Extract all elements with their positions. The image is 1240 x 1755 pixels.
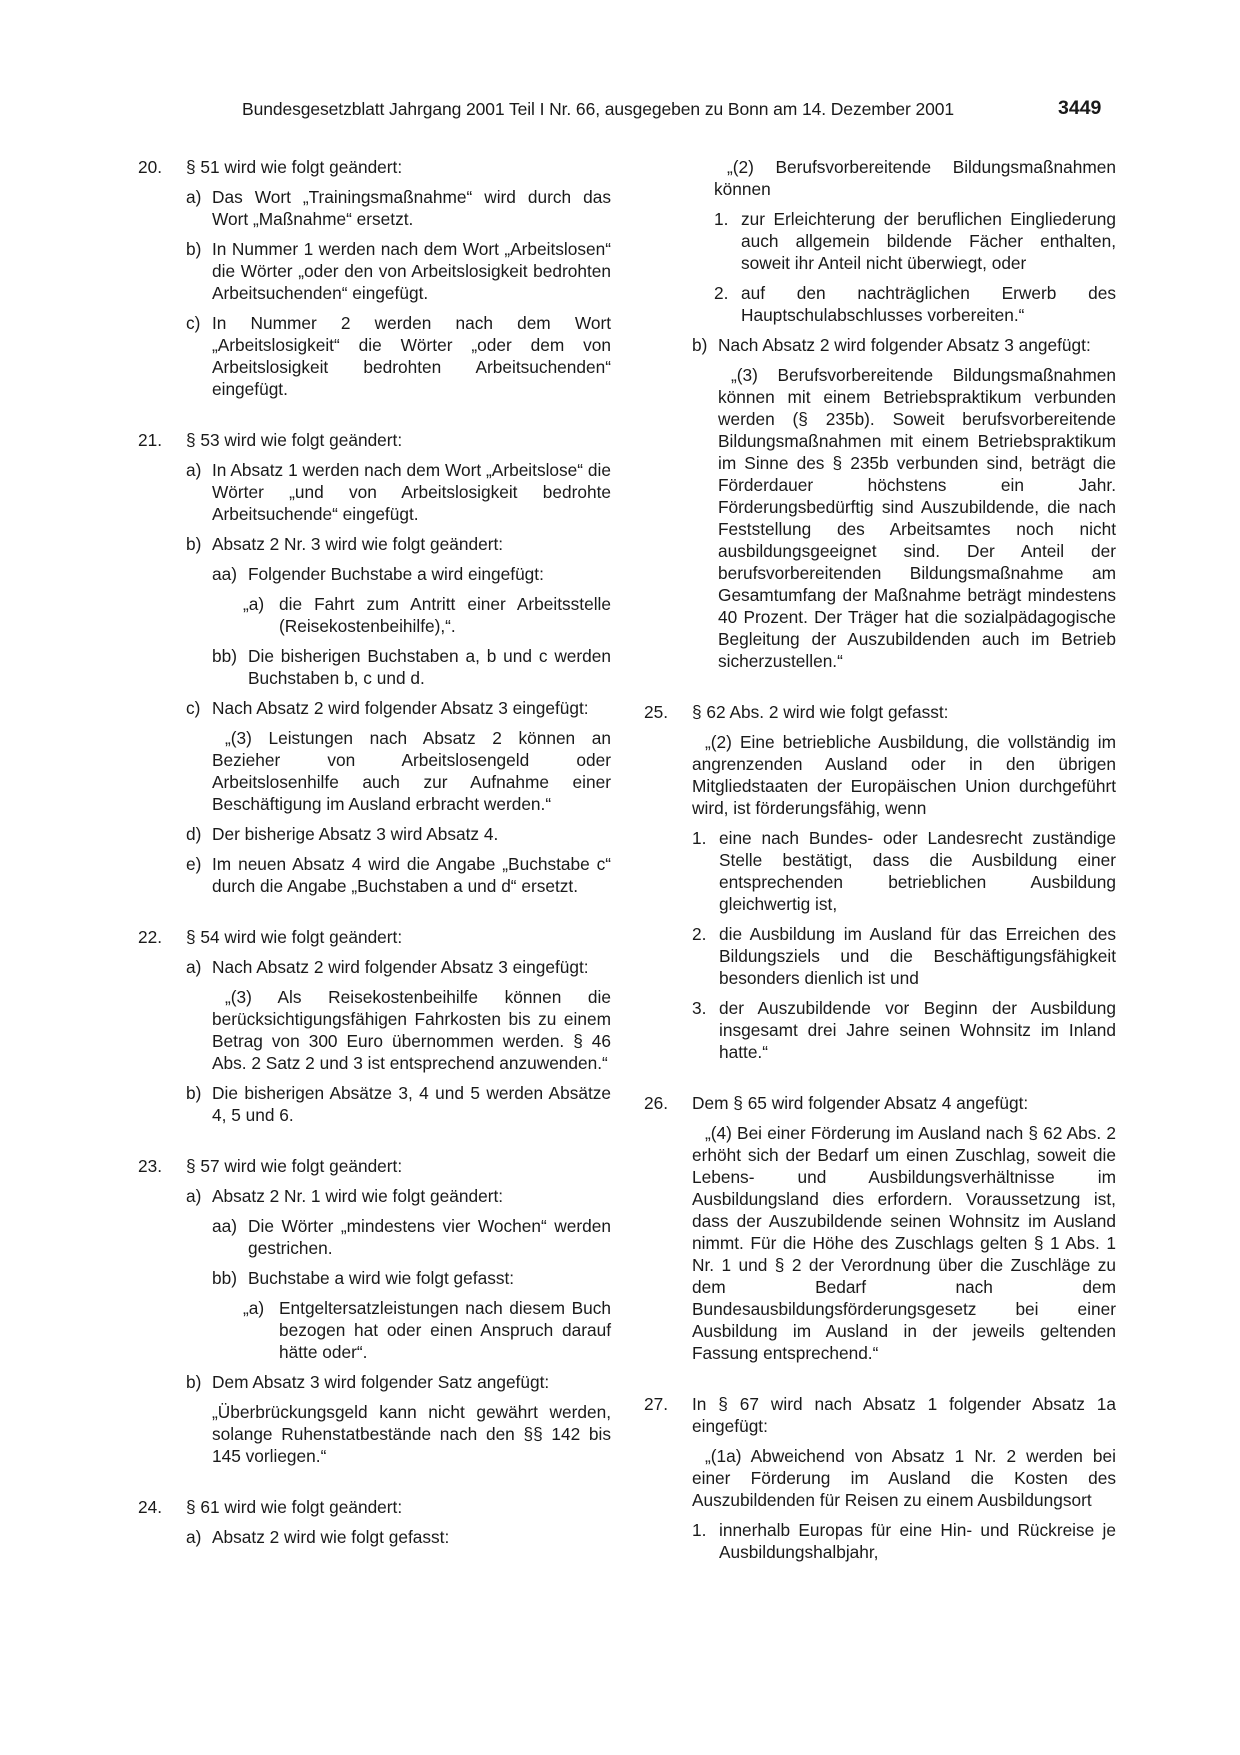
- quoted-paragraph: „(2) Berufsvorbereitende Bildungsmaßnahmen können: [714, 157, 1116, 199]
- sub-sub-text: Die Wörter „mindestens vier Wochen“ werden gestrichen.: [248, 1216, 611, 1258]
- sub-letter: e): [186, 854, 202, 874]
- quoted-paragraph: „Überbrückungsgeld kann nicht gewährt werden, solange Ruhenstatbestände nach den §§ 142 bis 145 vorliegen.“: [212, 1402, 611, 1466]
- sub-item-a: [186, 956, 611, 1074]
- sub-text: Das Wort „Trainingsmaßnahme“ wird durch das Wort „Maßnahme“ ersetzt.: [212, 187, 611, 229]
- sub-text: Nach Absatz 2 wird folgender Absatz 3 eingefügt:: [212, 698, 589, 718]
- sub-letter: c): [186, 313, 201, 333]
- item-heading: § 53 wird wie folgt geändert:: [186, 430, 403, 450]
- enum-text: eine nach Bundes- oder Landesrecht zuständige Stelle bestätigt, dass die Ausbildung einer entsprechenden betrieblichen Ausbildung gleichwertig ist,: [719, 828, 1116, 914]
- item-27: [644, 1393, 1116, 1563]
- sub-text: Nach Absatz 2 wird folgender Absatz 3 eingefügt:: [212, 957, 589, 977]
- sub-item-b: [186, 533, 611, 689]
- sub-text: Im neuen Absatz 4 wird die Angabe „Buchstabe c“ durch die Angabe „Buchstaben a und d“ ersetzt.: [212, 854, 611, 896]
- enum-text: die Ausbildung im Ausland für das Erreichen des Bildungsziels und die Beschäftigungsfähigkeit besonders dienlich ist und: [719, 924, 1116, 988]
- sub-letter: d): [186, 824, 202, 844]
- sub-item-d: [186, 823, 611, 845]
- sub-sub-text: Folgender Buchstabe a wird eingefügt:: [248, 564, 544, 584]
- quoted-enum-3: [692, 997, 1116, 1063]
- sub-letter: a): [186, 187, 202, 207]
- sub-item-e: [186, 853, 611, 897]
- item-20: [138, 156, 611, 400]
- item-heading: § 51 wird wie folgt geändert:: [186, 157, 403, 177]
- item-26: [644, 1092, 1116, 1364]
- sub-sub-text: Die bisherigen Buchstaben a, b und c werden Buchstaben b, c und d.: [248, 646, 611, 688]
- item-heading: § 57 wird wie folgt geändert:: [186, 1156, 403, 1176]
- sub-letter: b): [692, 335, 708, 355]
- enum-number: 3.: [692, 998, 707, 1018]
- enum-text: zur Erleichterung der beruflichen Eingliederung auch allgemein bildende Fächer enthalten, soweit ihr Anteil nicht überwiegt, oder: [741, 209, 1116, 273]
- sub-sub-text: Buchstabe a wird wie folgt gefasst:: [248, 1268, 515, 1288]
- item-number: 23.: [138, 1156, 163, 1176]
- enum-number: 1.: [692, 1520, 707, 1540]
- right-column: [644, 156, 1116, 1571]
- enum-text: innerhalb Europas für eine Hin- und Rückreise je Ausbildungshalbjahr,: [719, 1520, 1116, 1562]
- item-number: 20.: [138, 157, 163, 177]
- sub-letter: b): [186, 1372, 202, 1392]
- sub-item-a: [186, 459, 611, 525]
- sub-text: Absatz 2 Nr. 3 wird wie folgt geändert:: [212, 534, 504, 554]
- sub-item-c: [186, 312, 611, 400]
- quoted-enum-2: [692, 923, 1116, 989]
- item-23: [138, 1155, 611, 1467]
- sub-sub-item-bb: [212, 1267, 611, 1363]
- item-heading: § 61 wird wie folgt geändert:: [186, 1497, 403, 1517]
- sub-text: Absatz 2 wird wie folgt gefasst:: [212, 1527, 450, 1547]
- sub-sub-letter: bb): [212, 1268, 237, 1288]
- enum-number: 1.: [714, 209, 729, 229]
- running-header: [0, 99, 1240, 129]
- sub-text: Absatz 2 Nr. 1 wird wie folgt geändert:: [212, 1186, 504, 1206]
- quoted-paragraph: „(1a) Abweichend von Absatz 1 Nr. 2 werden bei einer Förderung im Ausland die Kosten des Auszubildenden für Reisen zu einem Ausbildungsort: [692, 1446, 1116, 1510]
- item-22: [138, 926, 611, 1126]
- sub-item-b: [692, 334, 1116, 672]
- sub-text: Nach Absatz 2 wird folgender Absatz 3 angefügt:: [718, 335, 1091, 355]
- quoted-text: die Fahrt zum Antritt einer Arbeitsstelle (Reisekostenbeihilfe),“.: [279, 594, 611, 636]
- enum-text: der Auszubildende vor Beginn der Ausbildung insgesamt drei Jahre seinen Wohnsitz im Inland hatte.“: [719, 998, 1116, 1062]
- sub-item-a: [186, 1526, 611, 1548]
- item-25: [644, 701, 1116, 1063]
- quoted-enum-1: [714, 208, 1116, 274]
- sub-text: In Nummer 2 werden nach dem Wort „Arbeitslosigkeit“ die Wörter „oder dem von Arbeitslosigkeit bedrohten Arbeitsuchenden“ eingefügt.: [212, 313, 611, 399]
- item-heading: § 54 wird wie folgt geändert:: [186, 927, 403, 947]
- quoted-text: Entgeltersatzleistungen nach diesem Buch bezogen hat oder einen Anspruch darauf hätte oder“.: [279, 1298, 611, 1362]
- sub-letter: a): [186, 1186, 202, 1206]
- sub-letter: c): [186, 698, 201, 718]
- enum-number: 2.: [714, 283, 729, 303]
- left-column: [138, 156, 611, 1556]
- quoted-letter: „a): [243, 594, 265, 614]
- quoted-enum-2: [714, 282, 1116, 326]
- sub-letter: b): [186, 239, 202, 259]
- running-title: Bundesgesetzblatt Jahrgang 2001 Teil I Nr. 66, ausgegeben zu Bonn am 14. Dezember 2001: [242, 99, 954, 119]
- item-number: 26.: [644, 1093, 669, 1113]
- item-number: 25.: [644, 702, 669, 722]
- item-24-continued: [644, 156, 1116, 326]
- sub-sub-letter: bb): [212, 646, 237, 666]
- sub-item-c: [186, 697, 611, 815]
- item-number: 24.: [138, 1497, 163, 1517]
- sub-letter: b): [186, 534, 202, 554]
- quoted-paragraph: „(2) Eine betriebliche Ausbildung, die vollständig im angrenzenden Ausland oder in den übrigen Mitgliedstaaten der Europäischen Union durchgeführt wird, ist förderungsfähig, wenn: [692, 732, 1116, 818]
- sub-item-b: [186, 238, 611, 304]
- quoted-letter: „a): [243, 1298, 265, 1318]
- quoted-paragraph: „(4) Bei einer Förderung im Ausland nach § 62 Abs. 2 erhöht sich der Bedarf um einen Zuschlag, soweit die Lebens- und Ausbildungsverhältnisse im Ausbildungsland dies erfordern. Voraussetzung ist, dass der Auszubildende seinen Wohnsitz im Ausland nimmt. Für die Höhe des Zuschlags gelten § 1 Abs. 1 Nr. 1 und § 2 der Verordnung über die Zuschläge zu dem Bedarf nach dem Bundesausbildungsförderungsgesetz bei einer Ausbildung im Ausland in der jeweils geltenden Fassung entsprechend.“: [692, 1123, 1116, 1363]
- sub-text: Die bisherigen Absätze 3, 4 und 5 werden Absätze 4, 5 und 6.: [212, 1083, 611, 1125]
- sub-text: In Nummer 1 werden nach dem Wort „Arbeitslosen“ die Wörter „oder den von Arbeitslosigkeit bedrohten Arbeitsuchenden“ eingefügt.: [212, 239, 611, 303]
- sub-sub-letter: aa): [212, 1216, 237, 1236]
- enum-number: 2.: [692, 924, 707, 944]
- quoted-paragraph: „(3) Leistungen nach Absatz 2 können an Bezieher von Arbeitslosengeld oder Arbeitslosenhilfe auch zur Aufnahme einer Beschäftigung im Ausland erbracht werden.“: [212, 728, 611, 814]
- sub-item-a: [186, 1185, 611, 1363]
- quoted-paragraph: „(3) Berufsvorbereitende Bildungsmaßnahmen können mit einem Betriebspraktikum verbunden werden (§ 235b). Soweit berufsvorbereitende Bildungsmaßnahmen mit einem Betriebspraktikum im Sinne des § 235b verbunden sind, beträgt die Förderdauer höchstens ein Jahr. Förderungsbedürftig sind Auszubildende, die nach Feststellung des Arbeitsamtes noch nicht ausbildungsgeeignet sind. Der Anteil der berufsvorbereitenden Bildungsmaßnahme am Gesamtumfang der Maßnahme beträgt mindestens 40 Prozent. Der Träger hat die sozialpädagogische Begleitung der Auszubildenden auch im Betrieb sicherzustellen.“: [718, 365, 1116, 671]
- sub-letter: a): [186, 1527, 202, 1547]
- sub-item-a: [186, 186, 611, 230]
- enum-text: auf den nachträglichen Erwerb des Hauptschulabschlusses vorbereiten.“: [741, 283, 1116, 325]
- sub-letter: a): [186, 957, 202, 977]
- sub-sub-item-bb: [212, 645, 611, 689]
- quoted-letter-item: [243, 1297, 611, 1363]
- sub-sub-item-aa: [212, 1215, 611, 1259]
- quoted-paragraph: „(3) Als Reisekostenbeihilfe können die berücksichtigungsfähigen Fahrkosten bis zu einem Betrag von 300 Euro übernommen werden. § 46 Abs. 2 Satz 2 und 3 ist entsprechend anzuwenden.“: [212, 987, 611, 1073]
- sub-item-b: [186, 1082, 611, 1126]
- sub-letter: a): [186, 460, 202, 480]
- sub-sub-item-aa: [212, 563, 611, 637]
- item-24: [138, 1496, 611, 1548]
- sub-text: In Absatz 1 werden nach dem Wort „Arbeitslose“ die Wörter „und von Arbeitslosigkeit bedrohte Arbeitsuchende“ eingefügt.: [212, 460, 611, 524]
- item-number: 21.: [138, 430, 163, 450]
- item-heading: § 62 Abs. 2 wird wie folgt gefasst:: [692, 702, 949, 722]
- sub-item-b: [186, 1371, 611, 1467]
- sub-letter: b): [186, 1083, 202, 1103]
- quoted-enum-1: [692, 827, 1116, 915]
- item-21: [138, 429, 611, 897]
- sub-sub-letter: aa): [212, 564, 237, 584]
- item-number: 22.: [138, 927, 163, 947]
- item-heading: Dem § 65 wird folgender Absatz 4 angefügt:: [692, 1093, 1029, 1113]
- item-heading: In § 67 wird nach Absatz 1 folgender Absatz 1a eingefügt:: [692, 1394, 1116, 1436]
- quoted-enum-1: [692, 1519, 1116, 1563]
- item-number: 27.: [644, 1394, 669, 1414]
- enum-number: 1.: [692, 828, 707, 848]
- sub-text: Der bisherige Absatz 3 wird Absatz 4.: [212, 824, 499, 844]
- quoted-letter-item: [243, 593, 611, 637]
- page-number: 3449: [1058, 97, 1102, 119]
- sub-text: Dem Absatz 3 wird folgender Satz angefügt:: [212, 1372, 550, 1392]
